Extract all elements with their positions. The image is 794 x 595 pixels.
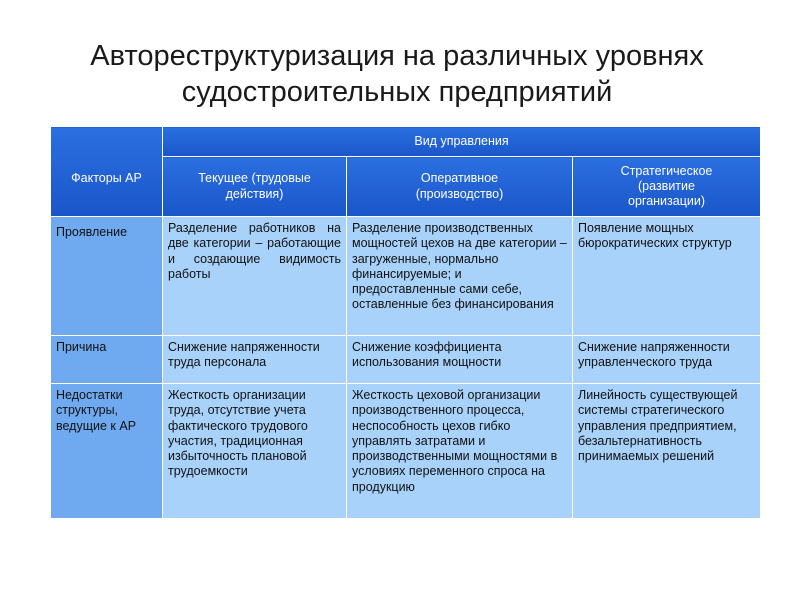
- group-header-label: Вид управления: [414, 133, 509, 148]
- cell-text: Жесткость цеховой организации производственного процесса, неспособность цехов гибко управлять затратами и производственными мощностями в условиях переменного спроса на продукцию: [352, 388, 558, 494]
- slide-title-line-1: Автореструктуризация на различных уровнях: [90, 40, 704, 72]
- table-row: [51, 336, 761, 384]
- table-cell: [573, 336, 761, 384]
- table-cell: [573, 217, 761, 336]
- column-header-strategic: [573, 157, 761, 217]
- slide-title-line-2: судостроительных предприятий: [181, 76, 613, 108]
- row-header-label: Факторы АР: [71, 171, 142, 185]
- cell-text: Снижение напряженности труда персонала: [168, 340, 320, 370]
- cell-text: Разделение производственных мощностей цехов на две категории – загруженные, нормально финансируемые; и предоставленные сами себе, оставленные без финансирования: [352, 221, 567, 312]
- column-header-current-label: Текущее (трудовые действия): [198, 171, 311, 201]
- row-label: Причина: [56, 340, 107, 354]
- row-label: Проявление: [56, 225, 128, 239]
- table-cell: [163, 336, 347, 384]
- table-header-row: [51, 127, 761, 157]
- column-header-current: [163, 157, 347, 217]
- row-header-cell: [51, 127, 163, 217]
- ar-factors-table: [50, 126, 761, 519]
- slide-title: [0, 38, 794, 110]
- cell-text: Линейность существующей системы стратегического управления предприятием, безальтернативность принимаемых решений: [578, 388, 738, 464]
- table-row: [51, 217, 761, 336]
- column-header-strategic-label: Стратегическое (развитие организации): [620, 163, 713, 209]
- cell-text: Разделение работников на две категории – работающие и создающие видимость работы: [168, 221, 341, 281]
- table-cell: [347, 384, 573, 519]
- cell-text: Жесткость организации труда, отсутствие учета фактического трудового участия, традиционная избыточность плановой трудоемкости: [168, 388, 308, 479]
- group-header-cell: [163, 127, 761, 157]
- column-header-operational-label: Оперативное (производство): [415, 171, 504, 201]
- table-cell: [163, 384, 347, 519]
- cell-text: Снижение напряженности управленческого труда: [578, 340, 730, 370]
- row-label-cell: [51, 384, 163, 519]
- table-row: [51, 384, 761, 519]
- table-cell: [163, 217, 347, 336]
- table-cell: [347, 217, 573, 336]
- row-label-cell: [51, 336, 163, 384]
- row-label: Недостатки структуры, ведущие к АР: [56, 388, 137, 433]
- table-cell: [573, 384, 761, 519]
- row-label-cell: [51, 217, 163, 336]
- column-header-operational: [347, 157, 573, 217]
- cell-text: Появление мощных бюрократических структур: [578, 221, 732, 251]
- cell-text: Снижение коэффициента использования мощности: [352, 340, 502, 370]
- table-cell: [347, 336, 573, 384]
